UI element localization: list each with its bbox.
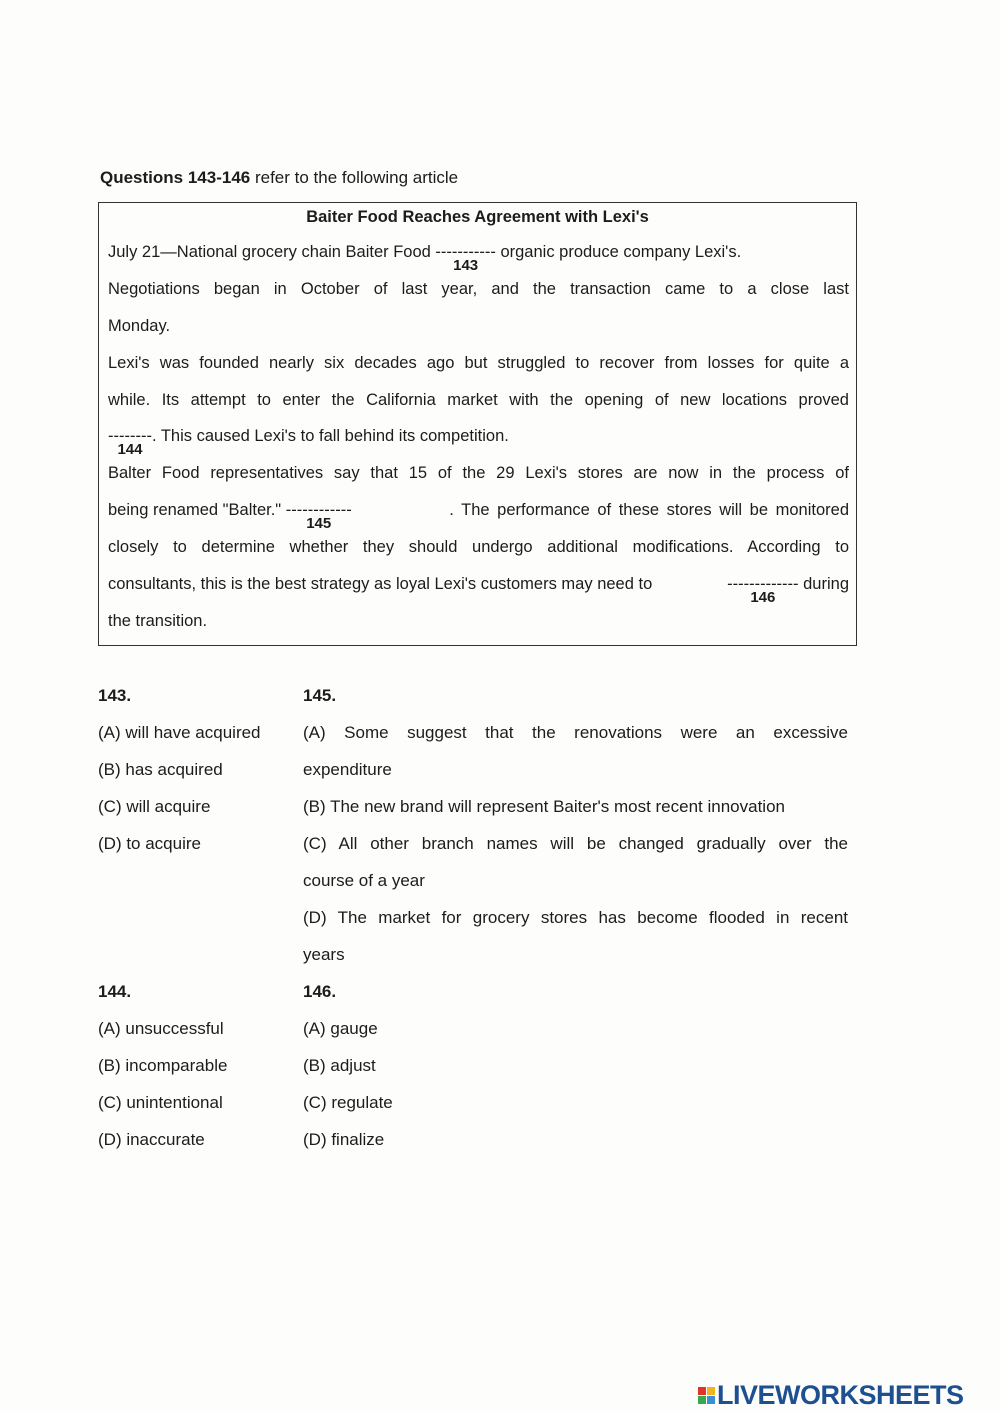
option-d-cont[interactable]: years	[303, 945, 345, 964]
logo-text: LIVEWORKSHEETS	[717, 1380, 964, 1410]
blank-143[interactable]: ----------- 143	[435, 243, 496, 274]
article-line-2: Negotiations began in October of last year, and the transaction came to a close last	[108, 280, 849, 298]
article-title: Baiter Food Reaches Agreement with Lexi's	[306, 208, 649, 226]
blank-number-144: 144	[117, 441, 143, 458]
option-a-cont[interactable]: expenditure	[303, 760, 392, 779]
option-c[interactable]: (C) will acquire	[98, 797, 211, 816]
option-b[interactable]: (B) adjust	[303, 1056, 376, 1075]
option-a[interactable]: (A) Some suggest that the renovations were an excessive	[303, 723, 848, 742]
blank-number-146: 146	[750, 589, 776, 606]
intro-question-range: Questions 143-146	[100, 168, 251, 187]
logo-square-red	[698, 1387, 706, 1395]
option-a[interactable]: (A) will have acquired	[98, 723, 261, 742]
article-line-7: Balter Food representatives say that 15 of the 29 Lexi's stores are now in the process of	[108, 464, 849, 482]
logo-square-green	[698, 1396, 706, 1404]
article-line-8: being renamed "Balter." ------------ 145 . The performance of these stores will be monitored	[108, 501, 849, 532]
article-line-1: July 21—National grocery chain Baiter Food ----------- 143 organic produce company Lexi's.	[108, 243, 742, 274]
article-line-9: closely to determine whether they should undergo additional modifications. According to	[108, 538, 849, 556]
option-c[interactable]: (C) regulate	[303, 1093, 393, 1112]
logo-square-yellow	[707, 1387, 715, 1395]
option-d[interactable]: (D) finalize	[303, 1130, 385, 1149]
logo-square-blue	[707, 1396, 715, 1404]
option-b[interactable]: (B) incomparable	[98, 1056, 228, 1075]
article-line-5: while. Its attempt to enter the California market with the opening of new locations proved	[108, 391, 849, 409]
option-b[interactable]: (B) has acquired	[98, 760, 223, 779]
option-c[interactable]: (C) unintentional	[98, 1093, 223, 1112]
question-number: 145.	[303, 686, 337, 705]
blank-number-145: 145	[306, 515, 332, 532]
article-line-11: the transition.	[108, 612, 208, 630]
option-b[interactable]: (B) The new brand will represent Baiter's most recent innovation	[303, 797, 785, 816]
blank-144[interactable]: -------- 144	[108, 427, 152, 458]
article-line-6: -------- 144 . This caused Lexi's to fall behind its competition.	[108, 427, 509, 458]
blank-145[interactable]: ------------ 145	[285, 501, 352, 532]
intro-text: refer to the following article	[250, 168, 459, 187]
option-d[interactable]: (D) inaccurate	[98, 1130, 205, 1149]
option-d[interactable]: (D) to acquire	[98, 834, 201, 853]
question-number: 144.	[98, 982, 132, 1001]
article-line-3: Monday.	[108, 317, 171, 335]
blank-number-143: 143	[453, 257, 479, 274]
question-number: 143.	[98, 686, 132, 705]
article-line-4: Lexi's was founded nearly six decades ago but struggled to recover from losses for quite a	[108, 354, 849, 372]
article-box	[98, 202, 857, 646]
option-a[interactable]: (A) gauge	[303, 1019, 378, 1038]
option-c[interactable]: (C) All other branch names will be changed gradually over the	[303, 834, 848, 853]
article-line-10: consultants, this is the best strategy as loyal Lexi's customers may need to ------------- 146 during	[108, 575, 849, 606]
logo-icon	[698, 1387, 715, 1404]
option-d[interactable]: (D) The market for grocery stores has become flooded in recent	[303, 908, 848, 927]
intro-line	[100, 168, 458, 188]
question-number: 146.	[303, 982, 337, 1001]
option-a[interactable]: (A) unsuccessful	[98, 1019, 224, 1038]
liveworksheets-logo	[698, 1380, 964, 1411]
option-c-cont[interactable]: course of a year	[303, 871, 425, 890]
blank-146[interactable]: ------------- 146	[727, 575, 799, 606]
